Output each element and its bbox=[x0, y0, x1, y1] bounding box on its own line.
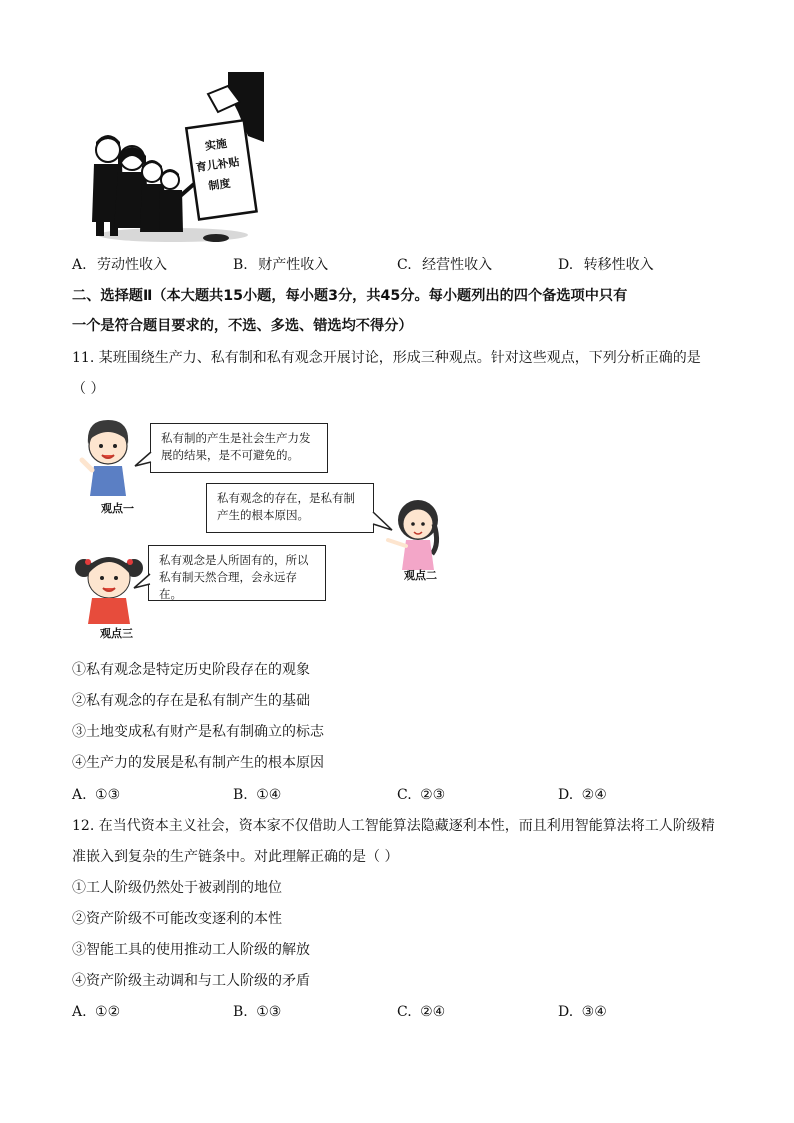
q11-stem-line2: （ ） bbox=[72, 381, 105, 397]
q12-stem-line1: 12. 在当代资本主义社会，资本家不仅借助人工智能算法隐藏逐利本性，而且利用智能算法将工人阶级精 bbox=[72, 818, 715, 834]
girl-illustration-1 bbox=[380, 494, 446, 572]
viewpoint-2-bubble bbox=[206, 483, 374, 533]
viewpoint-3-bubble bbox=[148, 545, 326, 601]
q12-stem-line2: 准嵌入到复杂的生产链条中。对此理解正确的是（ ） bbox=[72, 849, 399, 865]
option-text: ②③ bbox=[420, 787, 446, 803]
q12-statement-1: ①工人阶级仍然处于被剥削的地位 bbox=[72, 880, 282, 896]
q12-option-c[interactable] bbox=[397, 1002, 445, 1022]
option-letter: B. bbox=[233, 787, 248, 803]
viewpoint-1-caption: 观点一 bbox=[101, 502, 134, 515]
q10-option-a[interactable] bbox=[72, 255, 167, 275]
q10-option-b[interactable] bbox=[233, 255, 328, 275]
sign-text-2: 育儿补贴 bbox=[194, 155, 241, 175]
q11-option-d[interactable] bbox=[558, 785, 607, 805]
boy-illustration bbox=[78, 416, 138, 500]
sign-text-1: 实施 bbox=[204, 136, 228, 153]
option-letter: C. bbox=[397, 1004, 412, 1020]
q12-option-b[interactable] bbox=[233, 1002, 281, 1022]
q12-statement-3: ③智能工具的使用推动工人阶级的解放 bbox=[72, 942, 310, 958]
viewpoint-3-text: 私有观念是人所固有的，所以私有制天然合理，会永远存在。 bbox=[159, 553, 309, 601]
viewpoint-1-text: 私有制的产生是社会生产力发展的结果，是不可避免的。 bbox=[161, 431, 311, 462]
option-text: ③④ bbox=[581, 1004, 607, 1020]
q12-statement-4: ④资产阶级主动调和与工人阶级的矛盾 bbox=[72, 973, 310, 989]
option-letter: D. bbox=[558, 787, 574, 803]
option-letter: B. bbox=[233, 257, 248, 273]
q12-statement-2: ②资产阶级不可能改变逐利的本性 bbox=[72, 911, 282, 927]
option-text: 转移性收入 bbox=[583, 257, 654, 273]
viewpoint-2-caption: 观点二 bbox=[404, 569, 437, 582]
option-letter: A. bbox=[72, 787, 87, 803]
option-letter: C. bbox=[397, 257, 412, 273]
option-text: ①③ bbox=[95, 787, 121, 803]
q11-statement-3: ③土地变成私有财产是私有制确立的标志 bbox=[72, 724, 324, 740]
option-text: 劳动性收入 bbox=[97, 257, 168, 273]
option-letter: C. bbox=[397, 787, 412, 803]
subsidy-cartoon bbox=[88, 72, 264, 248]
q11-statement-1: ①私有观念是特定历史阶段存在的观象 bbox=[72, 662, 310, 678]
q10-option-d[interactable] bbox=[558, 255, 654, 275]
q11-statement-4: ④生产力的发展是私有制产生的根本原因 bbox=[72, 755, 324, 771]
option-letter: A. bbox=[72, 1004, 87, 1020]
bubble-tail-3 bbox=[133, 572, 151, 592]
option-letter: D. bbox=[558, 1004, 574, 1020]
bubble-tail-1 bbox=[134, 450, 152, 470]
family-holding-sign-illustration bbox=[88, 72, 264, 248]
option-letter: B. bbox=[233, 1004, 248, 1020]
option-text: 财产性收入 bbox=[258, 257, 329, 273]
option-text: ②④ bbox=[420, 1004, 446, 1020]
viewpoint-2-text: 私有观念的存在，是私有制产生的根本原因。 bbox=[217, 491, 355, 522]
option-letter: A. bbox=[72, 257, 87, 273]
section-heading-line1: 二、选择题Ⅱ（本大题共15小题，每小题3分，共45分。每小题列出的四个备选项中只有 bbox=[72, 288, 628, 304]
q11-stem-line1: 11. 某班围绕生产力、私有制和私有观念开展讨论，形成三种观点。针对这些观点，下列分析正确的是 bbox=[72, 350, 701, 366]
q12-option-a[interactable] bbox=[72, 1002, 120, 1022]
q10-option-c[interactable] bbox=[397, 255, 492, 275]
q11-option-b[interactable] bbox=[233, 785, 281, 805]
q12-option-d[interactable] bbox=[558, 1002, 607, 1022]
viewpoint-3-caption: 观点三 bbox=[100, 627, 133, 640]
option-text: ①③ bbox=[256, 1004, 282, 1020]
option-text: ①② bbox=[95, 1004, 121, 1020]
section-heading-line2: 一个是符合题目要求的，不选、多选、错选均不得分） bbox=[72, 318, 413, 334]
sign-text-3: 制度 bbox=[207, 176, 232, 193]
q11-option-a[interactable] bbox=[72, 785, 120, 805]
option-letter: D. bbox=[558, 257, 574, 273]
q11-option-c[interactable] bbox=[397, 785, 445, 805]
option-text: 经营性收入 bbox=[422, 257, 493, 273]
q11-statement-2: ②私有观念的存在是私有制产生的基础 bbox=[72, 693, 310, 709]
option-text: ①④ bbox=[256, 787, 282, 803]
viewpoint-1-bubble bbox=[150, 423, 328, 473]
option-text: ②④ bbox=[581, 787, 607, 803]
